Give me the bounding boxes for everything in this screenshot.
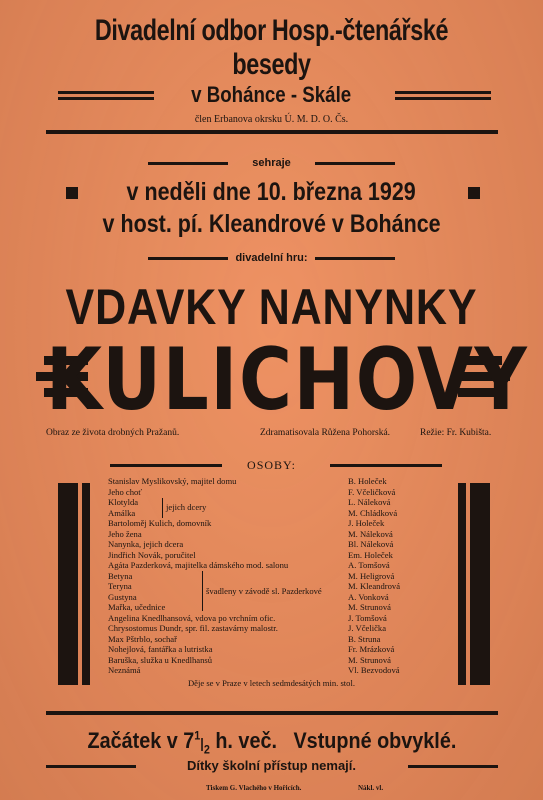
- entry-fee: Vstupné obvyklé.: [293, 728, 456, 753]
- cast-row: Angelina Knedlhansová, vdova po vrchním ofic. J. Tomšová: [108, 612, 387, 623]
- frac-slash: |: [199, 735, 204, 751]
- divider: [46, 130, 498, 134]
- children-note: Dítky školní přístup nemají.: [186, 758, 357, 773]
- brace-note: švadleny v závodě sl. Pazderkové: [206, 586, 322, 596]
- brace-note: jejich dcery: [166, 502, 207, 512]
- side-bar: [82, 483, 90, 685]
- cast-row: Jeho žena M. Náleková: [108, 528, 393, 539]
- setting-note: Děje se v Praze v letech sedmdesátých min. stol.: [187, 678, 356, 688]
- performs-label: sehraje: [252, 157, 291, 169]
- cast-row: Betyna M. Heligrová: [108, 570, 395, 581]
- cast-row: Mařka, učednice M. Strunová: [108, 602, 391, 612]
- director-credit: Režie: Fr. Kubišta.: [420, 428, 492, 438]
- brace: [162, 498, 163, 518]
- printer-note: Tiskem G. Vlachého v Hořicích.: [206, 784, 302, 792]
- cast-row: Neznámá Vl. Bezvodová: [108, 665, 400, 675]
- cast-row: Stanislav Myslikovský, majitel domu B. Holeček: [108, 476, 387, 486]
- place-line: v Bohánce - Skále: [191, 82, 352, 107]
- printer-cost-note: Nákl. vl.: [358, 784, 384, 792]
- divider: [46, 711, 498, 715]
- cast-row: Max Pštrblo, sochař B. Struna: [108, 633, 381, 644]
- cast-list: [108, 476, 438, 676]
- cast-row: Jindřich Novák, poručitel Em. Holeček: [108, 549, 393, 560]
- play-title-line2: KULICHOVY: [45, 330, 529, 430]
- venue-line: v host. pí. Kleandrové v Bohánce: [102, 210, 441, 238]
- side-bar: [470, 483, 490, 685]
- start-suffix: h. več.: [209, 728, 277, 753]
- cast-row: Chrysostomus Dundr, spr. fil. zastavárny malostr. J. Včelička: [108, 623, 387, 633]
- member-note: člen Erbanova okrsku Ú. M. D. O. Čs.: [194, 114, 349, 125]
- adaptation-credit: Zdramatisovala Růžena Pohorská.: [260, 428, 391, 438]
- side-bar: [458, 483, 466, 685]
- cast-row: Nohejlová, fantářka a lutristka Fr. Mrázková: [108, 644, 395, 654]
- cast-row: Klotylda L. Náleková: [108, 497, 391, 507]
- start-frac-den: 2: [203, 742, 210, 757]
- cast-row: Teryna M. Kleandrová: [108, 581, 401, 591]
- start-time: [0, 728, 543, 756]
- play-subtitle: Obraz ze života drobných Pražanů.: [46, 428, 180, 438]
- cast-row: Baruška, služka u Knedlhansů M. Strunová: [108, 654, 391, 665]
- cast-row: Bartoloměj Kulich, domovník J. Holeček: [108, 518, 385, 528]
- start-prefix: Začátek v 7: [87, 728, 194, 753]
- cast-heading: OSOBY:: [247, 458, 296, 472]
- start-frac-num: 1: [193, 728, 200, 743]
- cast-row: Nanynka, jejich dcera Bl. Náleková: [108, 539, 394, 549]
- side-bar: [58, 483, 78, 685]
- brace: [202, 571, 203, 611]
- org-title: Divadelní odbor Hosp.-čtenářské besedy: [94, 14, 449, 81]
- date-line: v neděli dne 10. března 1929: [126, 178, 417, 206]
- cast-row: Jeho choť F. Včeličková: [108, 486, 396, 497]
- cast-row: Amálka M. Chládková: [108, 507, 398, 518]
- cast-row: Gustyna A. Vonková: [108, 591, 389, 602]
- play-label: divadelní hru:: [235, 252, 308, 264]
- play-title-line1: VDAVKY NANYNKY: [65, 279, 478, 335]
- cast-row: Agáta Pazderková, majitelka dámského mod. salonu A. Tomšová: [108, 560, 390, 570]
